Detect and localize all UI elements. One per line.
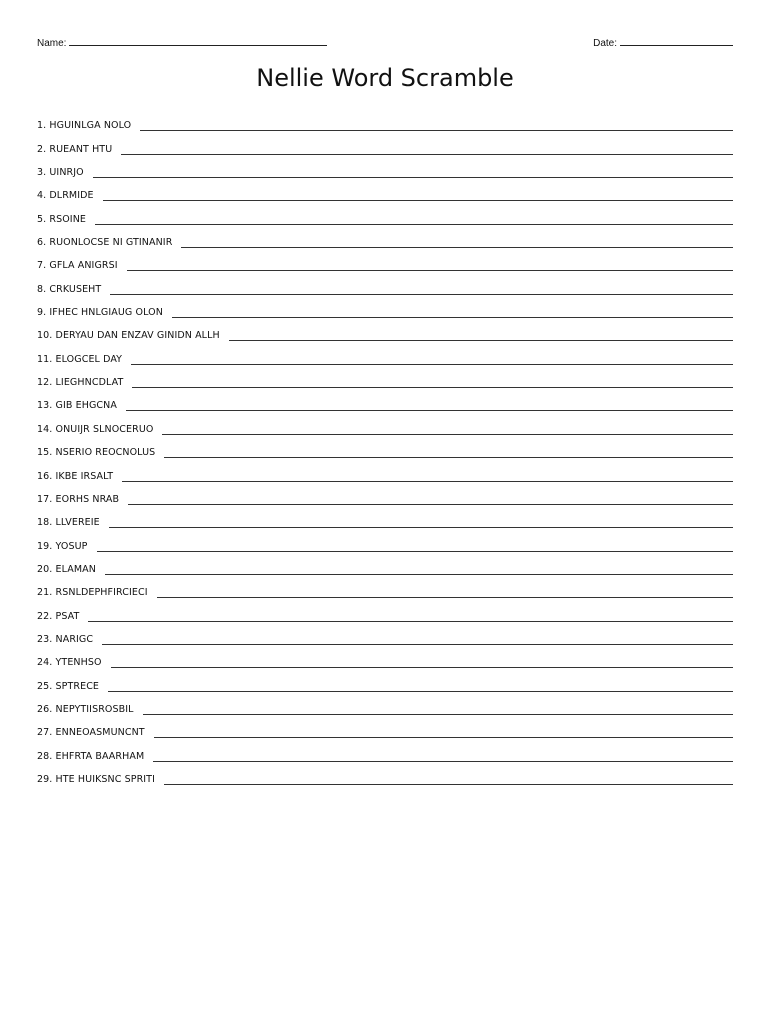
scramble-item (37, 507, 733, 530)
scramble-item (37, 133, 733, 156)
answer-line[interactable] (162, 433, 733, 435)
scrambled-word: 6. RUONLOCSE NI GTINANIR (37, 237, 173, 249)
scramble-item (37, 157, 733, 180)
scrambled-word: 19. YOSUP (37, 540, 88, 552)
scramble-item (37, 297, 733, 320)
scrambled-word: 4. DLRMIDE (37, 190, 94, 202)
scramble-item (37, 343, 733, 366)
scrambled-word: 2. RUEANT HTU (37, 143, 113, 155)
answer-line[interactable] (121, 153, 733, 155)
answer-line[interactable] (88, 620, 733, 622)
answer-line[interactable] (164, 456, 733, 458)
answer-line[interactable] (93, 176, 733, 178)
scrambled-word: 22. PSAT (37, 610, 80, 622)
scramble-item (37, 110, 733, 133)
scrambled-word: 29. HTE HUIKSNC SPRITI (37, 773, 155, 785)
scrambled-word: 3. UINRJO (37, 167, 84, 179)
scramble-list (37, 110, 733, 787)
name-label: Name: (37, 38, 67, 49)
scramble-item (37, 273, 733, 296)
name-field (37, 35, 327, 51)
scramble-item (37, 624, 733, 647)
scramble-item (37, 764, 733, 787)
scramble-item (37, 670, 733, 693)
date-input-line[interactable] (620, 35, 733, 46)
scramble-item (37, 367, 733, 390)
answer-line[interactable] (127, 269, 733, 271)
page-title: Nellie Word Scramble (256, 64, 514, 92)
scramble-item (37, 600, 733, 623)
answer-line[interactable] (131, 363, 733, 365)
answer-line[interactable] (111, 666, 733, 668)
answer-line[interactable] (172, 316, 733, 318)
scrambled-word: 26. NEPYTIISROSBIL (37, 703, 134, 715)
scramble-item (37, 740, 733, 763)
scrambled-word: 27. ENNEOASMUNCNT (37, 727, 145, 739)
answer-line[interactable] (122, 480, 733, 482)
scramble-item (37, 250, 733, 273)
answer-line[interactable] (153, 760, 733, 762)
date-label: Date: (593, 38, 617, 49)
scramble-item (37, 180, 733, 203)
worksheet-header (37, 35, 733, 49)
scramble-item (37, 694, 733, 717)
answer-line[interactable] (157, 596, 733, 598)
answer-line[interactable] (97, 550, 733, 552)
scrambled-word: 7. GFLA ANIGRSI (37, 260, 118, 272)
answer-line[interactable] (181, 246, 733, 248)
scramble-item (37, 413, 733, 436)
answer-line[interactable] (140, 129, 733, 131)
scramble-item (37, 717, 733, 740)
scrambled-word: 11. ELOGCEL DAY (37, 353, 123, 365)
scrambled-word: 10. DERYAU DAN ENZAV GINIDN ALLH (37, 330, 220, 342)
answer-line[interactable] (103, 199, 733, 201)
scrambled-word: 25. SPTRECE (37, 680, 100, 692)
date-field (593, 35, 733, 51)
scramble-item (37, 530, 733, 553)
scrambled-word: 14. ONUIJR SLNOCERUO (37, 423, 154, 435)
answer-line[interactable] (154, 736, 733, 738)
scrambled-word: 5. RSOINE (37, 213, 87, 225)
answer-line[interactable] (95, 223, 733, 225)
scrambled-word: 23. NARIGC (37, 633, 94, 645)
answer-line[interactable] (132, 386, 733, 388)
scramble-item (37, 554, 733, 577)
scrambled-word: 13. GIB EHGCNA (37, 400, 117, 412)
scramble-item (37, 647, 733, 670)
answer-line[interactable] (128, 503, 733, 505)
scrambled-word: 20. ELAMAN (37, 563, 96, 575)
answer-line[interactable] (102, 643, 733, 645)
answer-line[interactable] (164, 783, 733, 785)
scrambled-word: 15. NSERIO REOCNOLUS (37, 447, 156, 459)
scrambled-word: 17. EORHS NRAB (37, 493, 120, 505)
answer-line[interactable] (126, 409, 733, 411)
scramble-item (37, 390, 733, 413)
scrambled-word: 24. YTENHSO (37, 657, 102, 669)
scrambled-word: 12. LIEGHNCDLAT (37, 377, 124, 389)
answer-line[interactable] (143, 713, 733, 715)
scramble-item (37, 203, 733, 226)
scrambled-word: 16. IKBE IRSALT (37, 470, 114, 482)
scrambled-word: 18. LLVEREIE (37, 517, 100, 529)
scramble-item (37, 227, 733, 250)
scrambled-word: 1. HGUINLGA NOLO (37, 120, 132, 132)
answer-line[interactable] (110, 293, 733, 295)
scramble-item (37, 484, 733, 507)
scrambled-word: 8. CRKUSEHT (37, 283, 102, 295)
answer-line[interactable] (105, 573, 733, 575)
answer-line[interactable] (109, 526, 733, 528)
scramble-item (37, 577, 733, 600)
scramble-item (37, 320, 733, 343)
scrambled-word: 9. IFHEC HNLGIAUG OLON (37, 307, 163, 319)
scrambled-word: 28. EHFRTA BAARHAM (37, 750, 145, 762)
scramble-item (37, 460, 733, 483)
answer-line[interactable] (108, 690, 733, 692)
name-input-line[interactable] (69, 35, 327, 46)
scramble-item (37, 437, 733, 460)
scrambled-word: 21. RSNLDEPHFIRCIECI (37, 587, 148, 599)
answer-line[interactable] (229, 339, 733, 341)
